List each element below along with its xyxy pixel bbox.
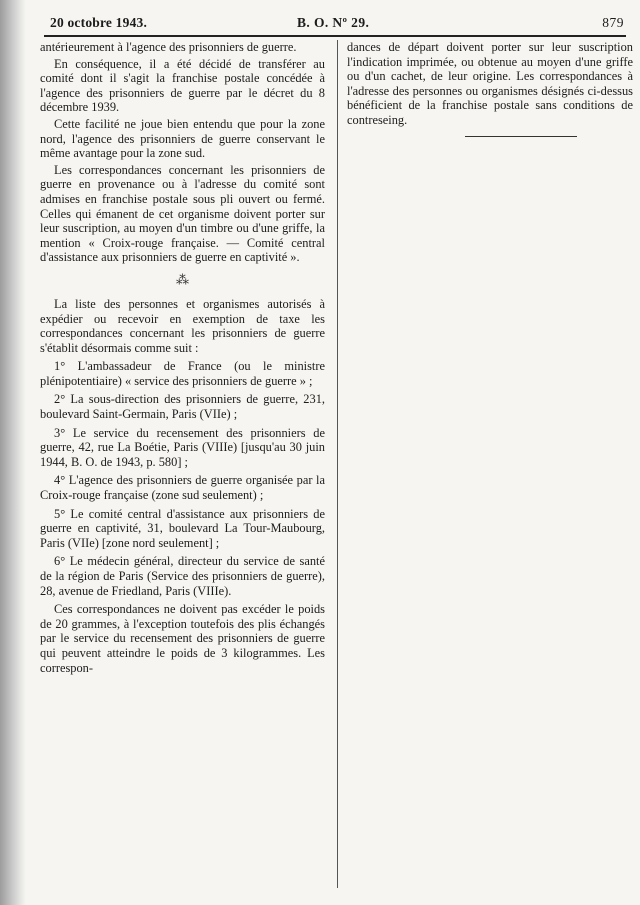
list-item-recensement: 3° Le service du recensement des prisonniers de guerre, 42, rue La Boétie, Paris (VIIIe) [jusqu'au 30 juin 1944, B. O. de 1943, p. 580] ; xyxy=(40,425,325,469)
list-item-comite-central: 5° Le comité central d'assistance aux prisonniers de guerre en captivité, 31, boulevard La Tour-Maubourg, Paris (VIIe) [zone nord seulement] ; xyxy=(40,506,325,550)
header-date: 20 octobre 1943. xyxy=(50,15,148,30)
list-item-ambassador: 1° L'ambassadeur de France (ou le ministre plénipotentiaire) « service des prisonniers de guerre » ; xyxy=(40,359,325,388)
list-item-agence: 4° L'agence des prisonniers de guerre organisée par la Croix-rouge française (zone sud seulement) ; xyxy=(40,473,325,503)
list-item-sous-direction: 2° La sous-direction des prisonniers de guerre, 231, boulevard Saint-Germain, Paris (VIIe) ; xyxy=(40,392,325,422)
page-header xyxy=(44,11,626,37)
asterism-separator: ⁂ xyxy=(176,271,189,287)
paragraph-weight-limit: Ces correspondances ne doivent pas excéder le poids de 20 grammes, à l'exception toutefois des plis échangés par le service du recensement des prisonniers de guerre qui peuvent atteindre le poids de 3 kilogrammes. Les correspon- xyxy=(40,602,325,675)
left-column xyxy=(40,40,325,677)
right-column xyxy=(347,40,633,137)
list-item-medecin-general: 6° Le médecin général, directeur du service de santé de la région de Paris (Service des prisonniers de guerre), 28, avenue de Friedland, Paris (VIIIe). xyxy=(40,554,325,598)
section-end-rule xyxy=(465,136,577,138)
paragraph-franchise-mention: Les correspondances concernant les prisonniers de guerre en provenance ou à l'adresse du comité sont admises en franchise postale sous pli ouvert ou fermé. Celles qui émanent de cet organisme doivent porter sur leur suscription, au moyen d'un timbre ou d'une griffe, la mention « Croix-rouge française. — Comité central d'assistance aux prisonniers de guerre en captivité ». xyxy=(40,162,325,265)
paragraph-zone-scope: Cette facilité ne joue bien entendu que pour la zone nord, l'agence des prisonniers de guerre conservant le même avantage pour la zone sud. xyxy=(40,116,325,161)
column-divider xyxy=(337,40,338,888)
paragraph-departure-marking: dances de départ doivent porter sur leur suscription l'indication imprimée, ou obtenue au moyen d'une griffe ou d'un cachet, de leur origine. Les correspondances à l'adresse des personnes ou organismes désignés ci-dessus bénéficient de la franchise postale sans conditions de contreseing. xyxy=(347,40,633,127)
header-bulletin-number: B. O. Nº 29. xyxy=(297,15,370,30)
paragraph-transfer-decision: En conséquence, il a été décidé de transférer au comité dont il s'agit la franchise postale concédée à l'agence des prisonniers de guerre par le décret du 8 décembre 1939. xyxy=(40,56,325,115)
header-page-number: 879 xyxy=(602,15,624,30)
paragraph-continued: antérieurement à l'agence des prisonniers de guerre. xyxy=(40,40,297,54)
page-binding-shadow xyxy=(0,0,26,905)
paragraph-list-intro: La liste des personnes et organismes autorisés à expédier ou recevoir en exemption de taxe les correspondances concernant les prisonniers de guerre s'établit désormais comme suit : xyxy=(40,296,325,355)
